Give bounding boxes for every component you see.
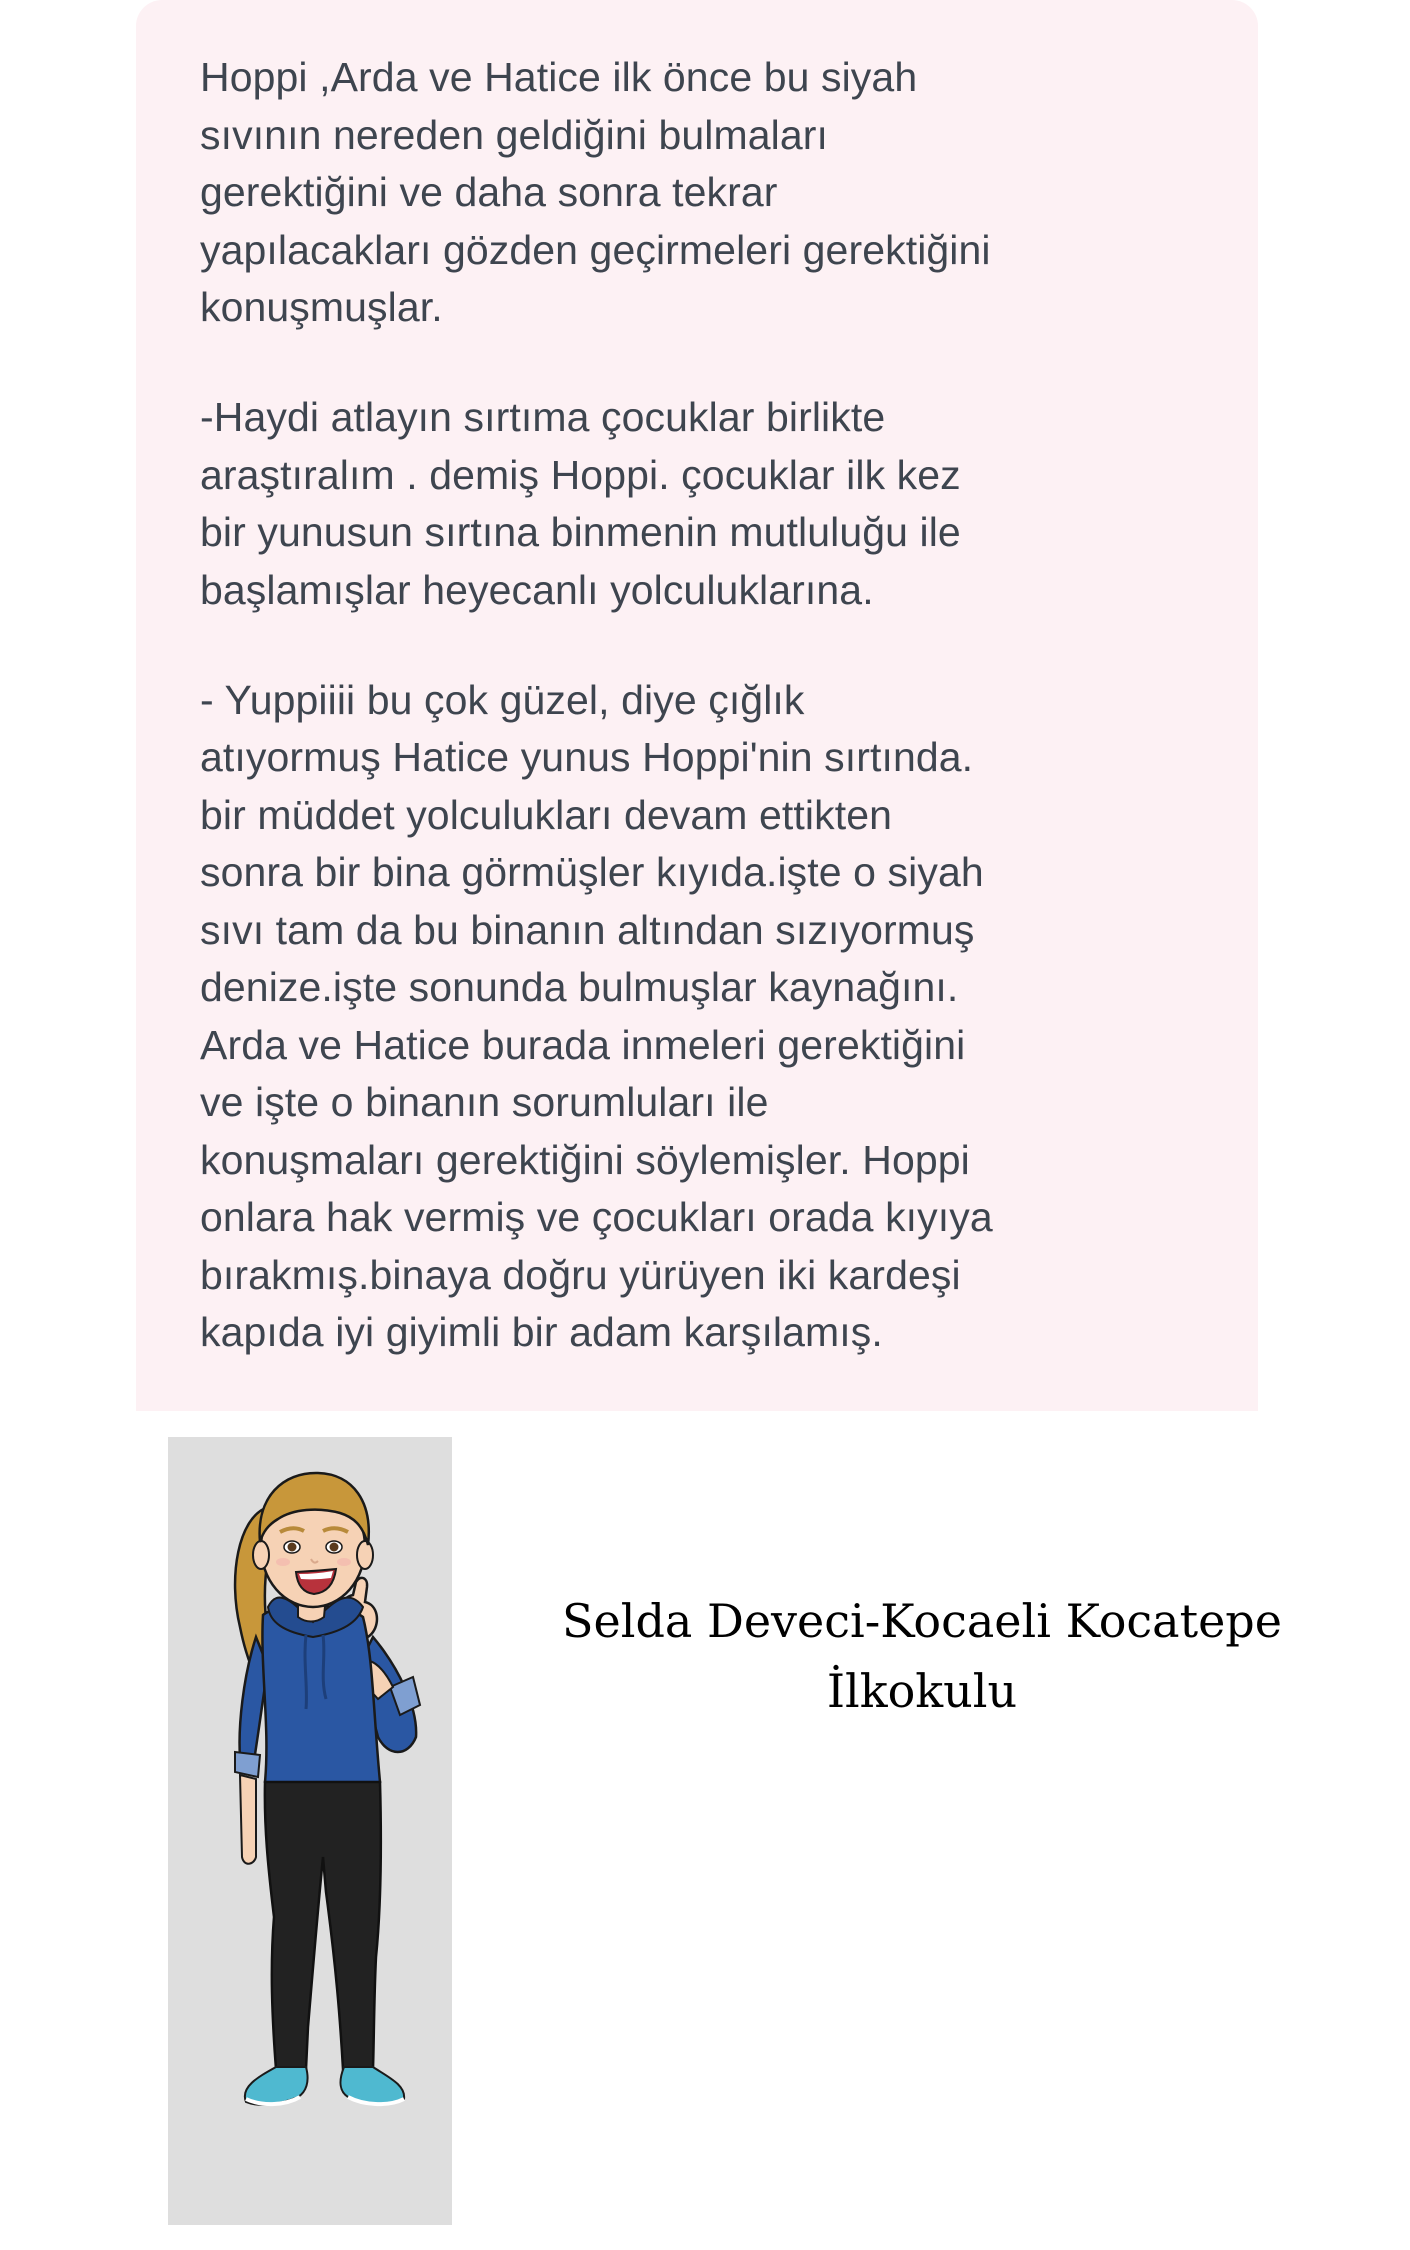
story-line: kapıda iyi giyimli bir adam karşılamış. [200,1309,883,1355]
story-line: araştıralım . demiş Hoppi. çocuklar ilk kez [200,451,961,498]
story-line: bir yunusun sırtına binmenin mutluluğu ile [200,509,961,555]
story-paragraph-1 [200,49,1240,337]
story-line: başlamışlar heyecanlı yolculuklarına. [200,566,874,613]
author-credit [482,1586,1362,1726]
author-line: Selda Deveci-Kocaeli Kocatepe [562,1594,1282,1648]
cartoon-teacher-icon [168,1437,452,2225]
story-line: - Yuppiiii bu çok güzel, diye çığlık [200,676,805,723]
story-line: Arda ve Hatice burada inmeleri gerektiğini [200,1021,966,1068]
story-line: konuşmaları gerektiğini söylemişler. Hoppi [200,1136,970,1183]
story-line: onlara hak vermiş ve çocukları orada kıyıya [200,1194,993,1240]
story-paragraph-3 [200,672,1240,1362]
story-line: atıyormuş Hatice yunus Hoppi'nin sırtında. [200,734,974,780]
story-line: ve işte o binanın sorumluları ile [200,1079,769,1125]
story-line: denize.işte sonunda bulmuşlar kaynağını. [200,964,959,1010]
author-line: İlkokulu [826,1664,1018,1718]
story-line: sıvının nereden geldiğini bulmaları [200,111,828,158]
story-paragraph-2 [200,389,1240,619]
story-line: -Haydi atlayın sırtıma çocuklar birlikte [200,394,886,440]
story-line: Hoppi ,Arda ve Hatice ilk önce bu siyah [200,54,918,100]
story-line: konuşmuşlar. [200,284,443,330]
story-line: sonra bir bina görmüşler kıyıda.işte o siyah [200,849,984,895]
story-line: yapılacakları gözden geçirmeleri gerektiğini [200,226,991,273]
story-line: bir müddet yolculukları devam ettikten [200,791,893,838]
story-text [200,49,1240,1414]
story-line: gerektiğini ve daha sonra tekrar [200,169,778,215]
avatar-image [168,1437,452,2225]
story-line: bırakmış.binaya doğru yürüyen iki kardeşi [200,1251,961,1298]
story-card [136,0,1258,1411]
story-line: sıvı tam da bu binanın altından sızıyormuş [200,906,975,953]
